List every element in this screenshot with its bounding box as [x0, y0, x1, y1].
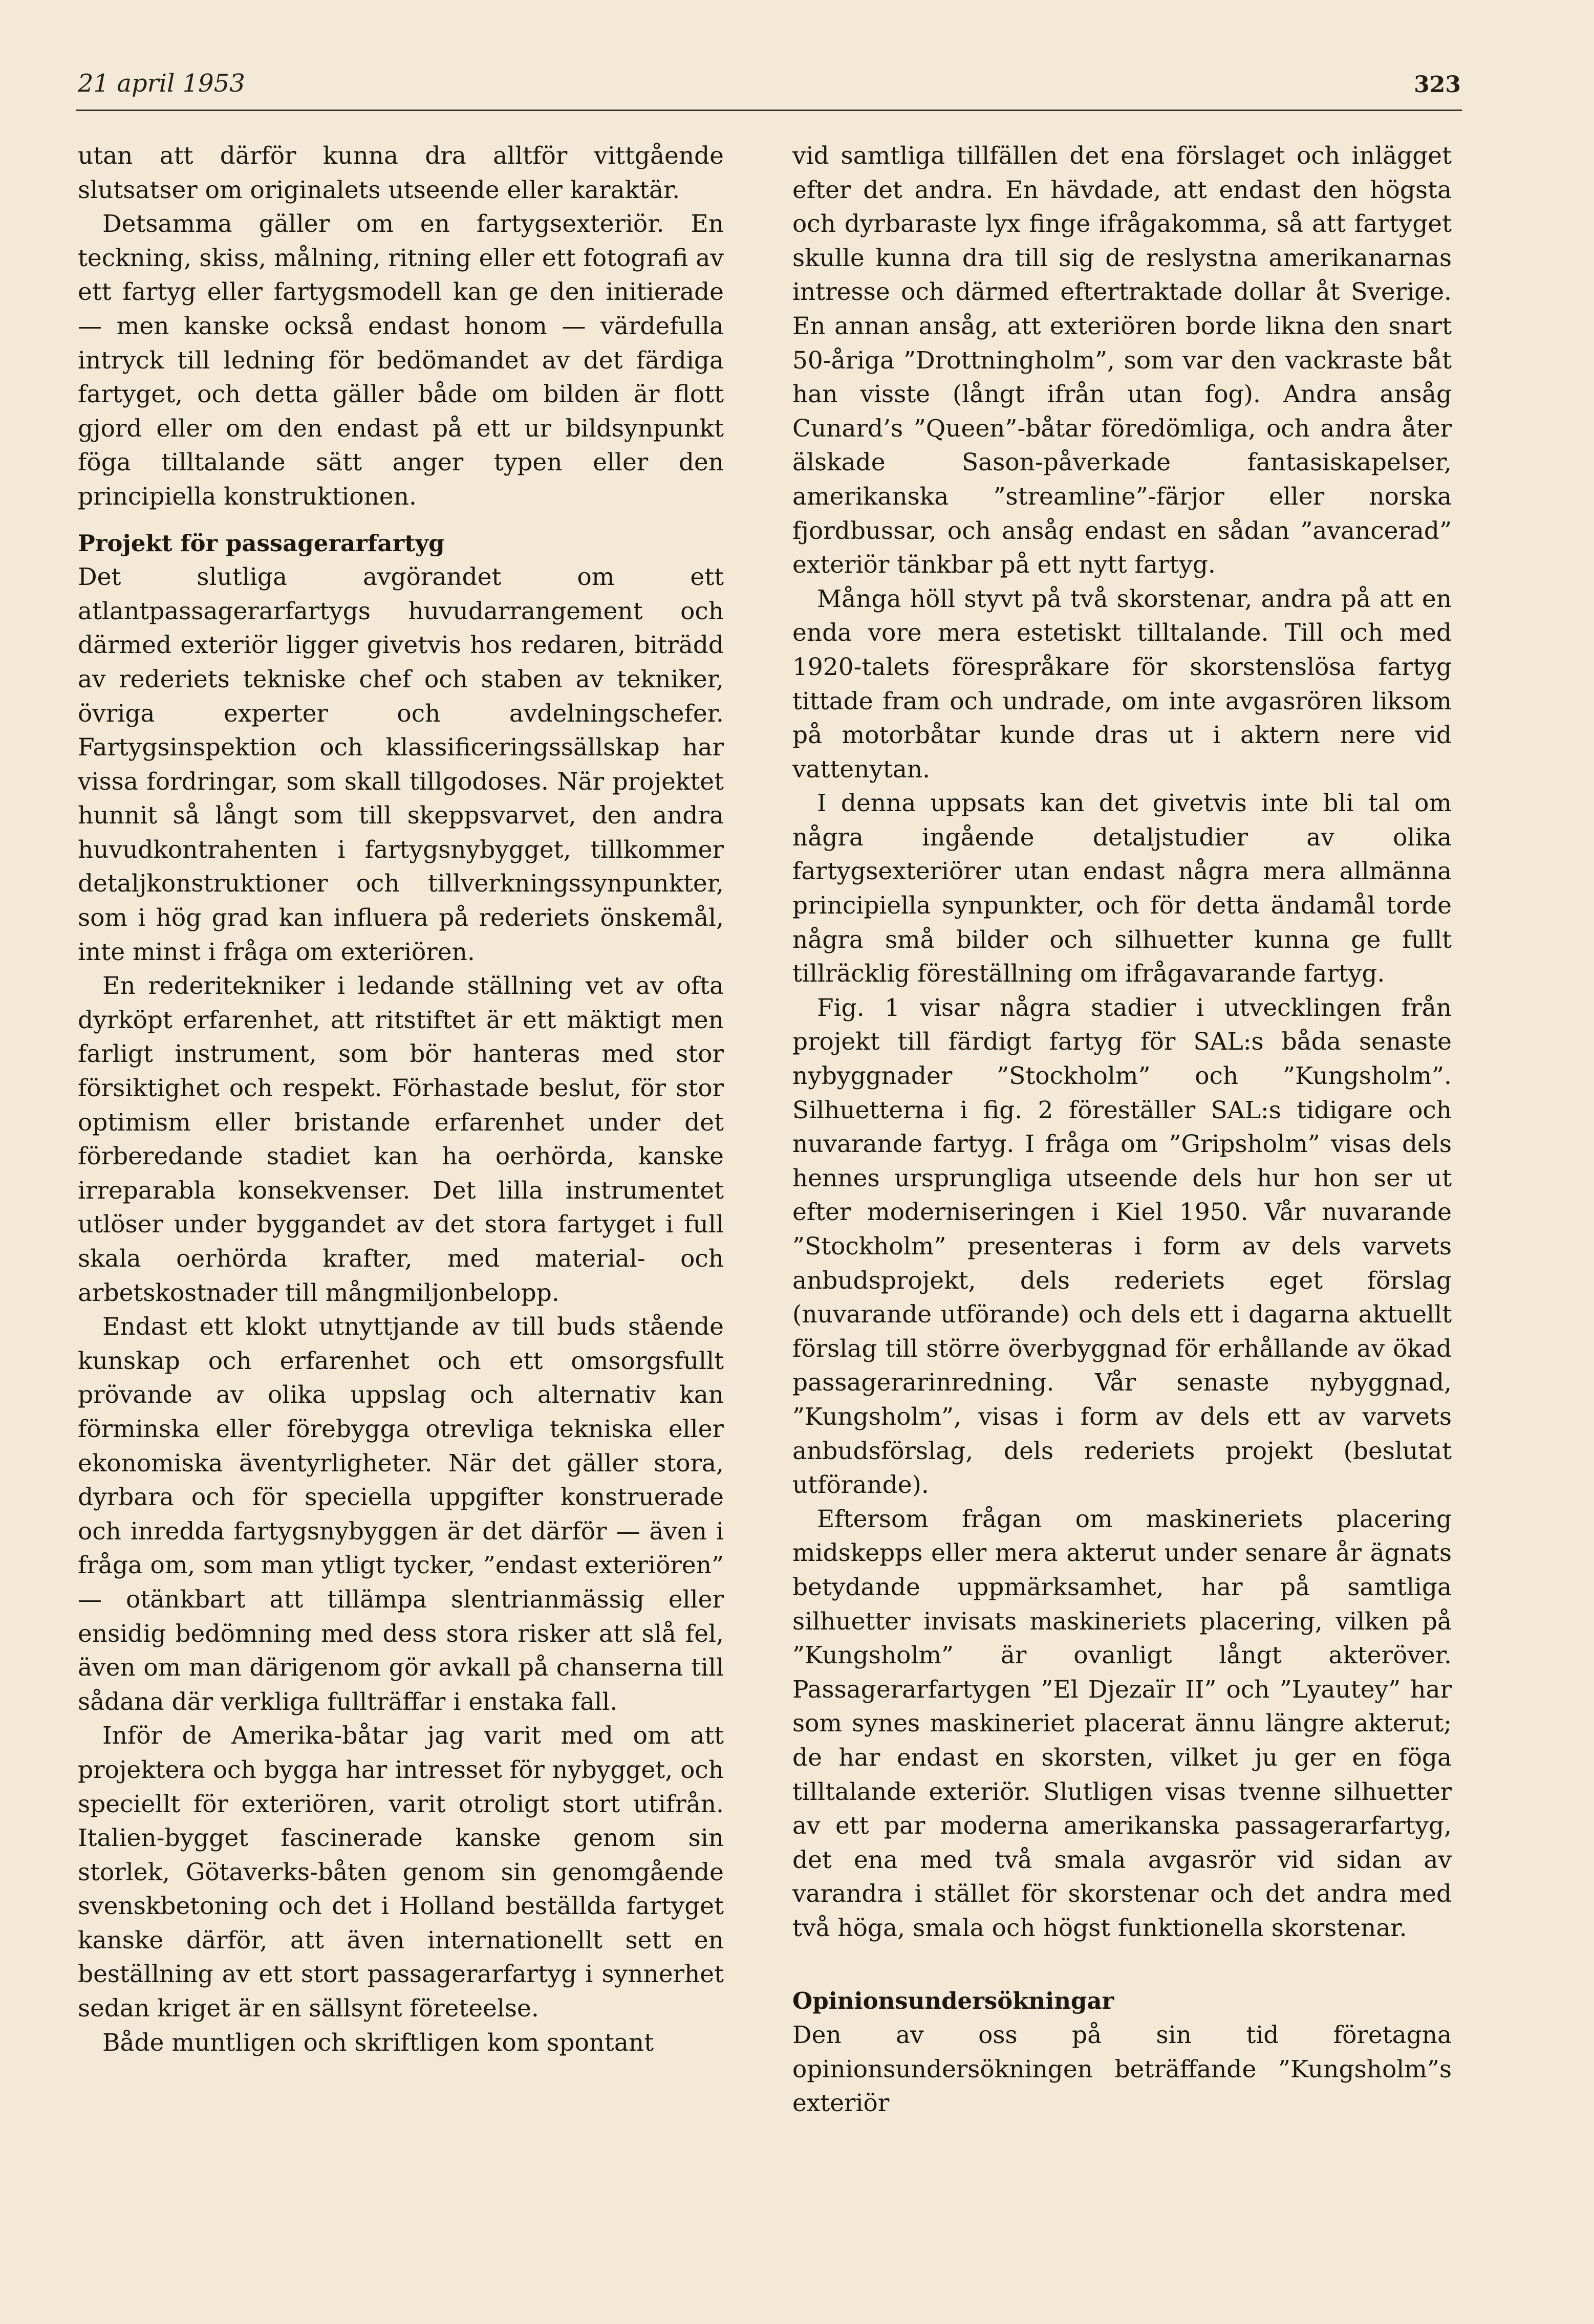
paragraph: Fig. 1 visar några stadier i utvecklingen från projekt till färdigt fartyg för SAL:s båda senaste nybyggnader ”Stockholm” och ”Kungsholm”. Silhuetterna i fig. 2 föreställer SAL:s tidigare och nuvarande fartyg. I fråga om ”Gripsholm” visas dels hennes ursprungliga utseende dels hur hon ser ut efter moderniseringen i Kiel 1950. Vår nuvarande ”Stockholm” presenteras i form av dels varvets anbudsprojekt, dels rederiets eget förslag (nuvarande utförande) och dels ett i dagarna aktuellt förslag till större överbyggnad för erhållande av ökad passagerarinredning. Vår senaste nybyggnad, ”Kungsholm”, visas i form av dels ett av varvets anbudsförslag, dels rederiets projekt (beslutat utförande). [792, 993, 1452, 1500]
paragraph: Detsamma gäller om en fartygsexteriör. En teckning, skiss, målning, ritning eller ett fotografi av ett fartyg eller fartygsmodell kan ge den initierade — men kanske också endast honom — värdefulla intryck till ledning för bedömandet av det färdiga fartyget, och detta gäller både om bilden är flott gjord eller om den endast på ett ur bildsynpunkt föga tilltalande sätt anger typen eller den principiella konstruktionen. [78, 210, 724, 511]
paragraph: I denna uppsats kan det givetvis inte bli tal om några ingående detaljstudier av olika fartygsexteriörer utan endast några mera allmänna principiella synpunkter, och för detta ändamål torde några små bilder och silhuetter kunna ge fullt tillräcklig föreställning om ifrågavarande fartyg. [792, 789, 1452, 988]
paragraph: Både muntligen och skriftligen kom spontant [102, 2028, 654, 2057]
page-number: 323 [1414, 72, 1461, 98]
paragraph: Eftersom frågan om maskineriets placering midskepps eller mera akterut under senare år ägnats betydande uppmärksamhet, har på samtliga silhuetter invisats maskineriets placering, vilken på ”Kungsholm” är ovanligt långt akteröver. Passagerarfartygen ”El Djezaïr II” och ”Lyautey” har som synes maskineriet placerat ännu längre akterut; de har endast en skorsten, vilket ju ger en föga tilltalande exteriör. Slutligen visas tvenne silhuetter av ett par moderna amerikanska passagerarfartyg, det ena med två smala avgasrör vid sidan av varandra i stället för skorstenar och det andra med två höga, smala och högst funktionella skorstenar. [792, 1505, 1452, 1942]
section-heading: Opinionsundersökningar [792, 1987, 1114, 2015]
header-rule [76, 110, 1462, 111]
paragraph: Det slutliga avgörandet om ett atlantpassagerarfartygs huvudarrangement och därmed exteriör ligger givetvis hos redaren, biträdd av rederiets tekniske chef och staben av tekniker, övriga experter och avdelningschefer. Fartygsinspektion och klassificeringssällskap har vissa fordringar, som skall tillgodoses. När projektet hunnit så långt som till skeppsvarvet, den andra huvudkontrahenten i fartygsnybygget, tillkommer detaljkonstruktioner och tillverkningssynpunkter, som i hög grad kan influera på rederiets önskemål, inte minst i fråga om exteriören. [78, 563, 724, 966]
left-column [78, 139, 724, 2060]
paragraph: Många höll styvt på två skorstenar, andra på att en enda vore mera estetiskt tilltalande. Till och med 1920-talets förespråkare för skorstenslösa fartyg tittade fram och undrade, om inte avgasrören liksom på motorbåtar kunde dras ut i aktern nere vid vattenytan. [792, 584, 1452, 784]
paragraph: Endast ett klokt utnyttjande av till buds stående kunskap och erfarenhet och ett omsorgsfullt prövande av olika uppslag och alternativ kan förminska eller förebygga otrevliga tekniska eller ekonomiska äventyrligheter. När det gäller stora, dyrbara och för speciella uppgifter konstruerade och inredda fartygsnybyggen är det därför — även i fråga om, som man ytligt tycker, ”endast exteriören” — otänkbart att tillämpa slentrianmässig eller ensidig bedömning med dess stora risker att slå fel, även om man därigenom gör avkall på chanserna till sådana där verkliga fullträffar i enstaka fall. [78, 1313, 724, 1716]
issue-date: 21 april 1953 [78, 69, 245, 98]
paragraph: En rederitekniker i ledande ställning vet av ofta dyrköpt erfarenhet, att ritstiftet är ett mäktigt men farligt instrument, som bör hanteras med stor försiktighet och respekt. Förhastade beslut, för stor optimism eller bristande erfarenhet under det förberedande stadiet kan ha oerhörda, kanske irreparabla konsekvenser. Det lilla instrumentet utlöser under byggandet av det stora fartyget i full skala oerhörda krafter, med material- och arbetskostnader till mångmiljonbelopp. [78, 972, 724, 1307]
paragraph: Inför de Amerika-båtar jag varit med om att projektera och bygga har intresset för nybygget, och speciellt för exteriören, varit otroligt stort utifrån. Italien-bygget fascinerade kanske genom sin storlek, Götaverks-båten genom sin genomgående svenskbetoning och det i Holland beställda fartyget kanske därför, att även internationellt sett en beställning av ett stort passagerarfartyg i synnerhet sedan kriget är en sällsynt företeelse. [78, 1722, 724, 2023]
paragraph: utan att därför kunna dra alltför vittgående slutsatser om originalets utseende eller karaktär. [78, 142, 724, 204]
paragraph: Den av oss på sin tid företagna opinionsundersökningen beträffande ”Kungsholm”s exteriör [792, 2021, 1452, 2118]
right-column [792, 139, 1452, 2121]
paragraph: vid samtliga tillfällen det ena förslaget och inlägget efter det andra. En hävdade, att endast den högsta och dyrbaraste lyx finge ifrågakomma, så att fartyget skulle kunna dra till sig de reslystna amerikanarnas intresse och därmed eftertraktade dollar åt Sverige. En annan ansåg, att exteriören borde likna den snart 50-åriga ”Drottningholm”, som var den vackraste båt han visste (långt ifrån utan fog). Andra ansåg Cunard’s ”Queen”-båtar föredömliga, och andra åter älskade Sason-påverkade fantasiskapelser, amerikanska ”streamline”-färjor eller norska fjordbussar, och ansåg endast en sådan ”avancerad” exteriör tänkbar på ett nytt fartyg. [792, 142, 1452, 579]
section-heading: Projekt för passagerarfartyg [78, 529, 445, 557]
